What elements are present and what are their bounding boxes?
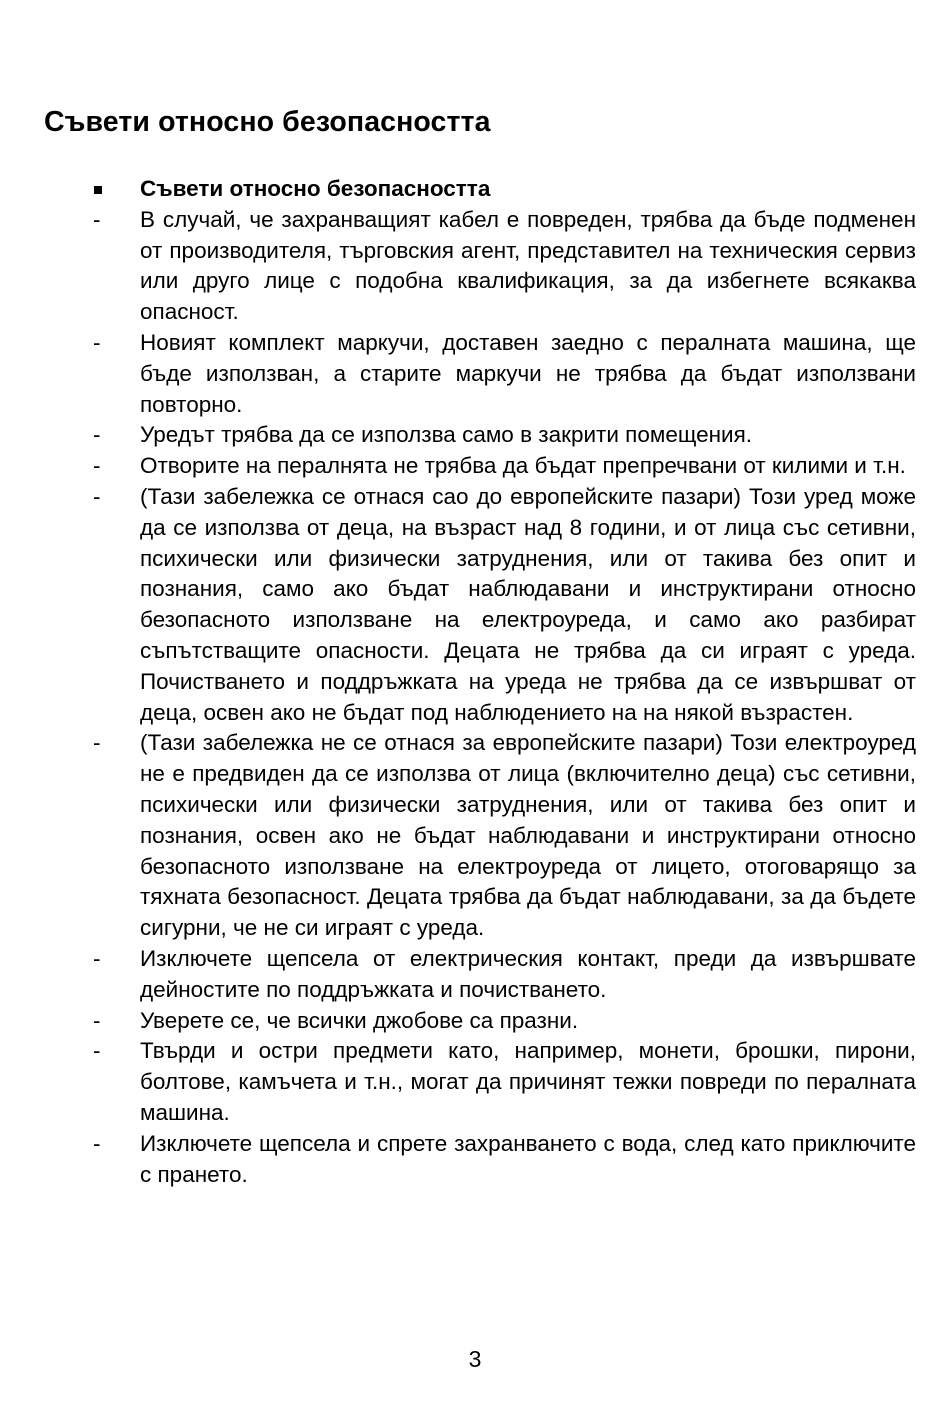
list-item [0,1129,950,1191]
list-item-text: Новият комплект маркучи, доставен заедно с пералната машина, ще бъде използван, а старите маркучи не трябва да бъдат използвани повторно. [140,329,916,417]
list-item-text: Твърди и остри предмети като, например, монети, брошки, пирони, болтове, камъчета и т.н., могат да причинят тежки повреди по пералната машина. [140,1038,916,1125]
list-item-text: В случай, че захранващият кабел е повреден, трябва да бъде подменен от производителя, търговския агент, представител на техническия сервиз или друго лице с подобна квалификация, за да избегнете всякаква опасност. [140,206,916,325]
dash-bullet: - [93,730,101,756]
safety-list [0,174,950,1190]
page-number: 3 [468,1346,482,1372]
dash-bullet: - [93,206,101,232]
square-bullet-icon [94,186,102,194]
list-item [0,944,950,1006]
list-item [0,728,950,944]
list-item [0,205,950,328]
list-item [0,1036,950,1128]
dash-bullet: - [93,483,101,509]
list-item-text: Отворите на пералнята не трябва да бъдат препречвани от килими и т.н. [140,453,906,479]
list-item [0,328,950,420]
list-item-text: (Тази забележка не се отнася за европейските пазари) Този електроуред не е предвиден да се използва от лица (включително деца) със сетивни, психически или физически затруднения, или от такива без опит и познания, освен ако не бъдат наблюдавани и инструктирани относно безопасното използване на електроуреда от лицето, отоговарящо за тяхната безопасност. Децата трябва да бъдат наблюдавани, за да бъдете сигурни, че не си играят с уреда. [140,730,916,941]
list-item [0,482,950,728]
list-subheading-row [0,174,950,205]
dash-bullet: - [93,422,101,448]
list-item [0,420,950,451]
dash-bullet: - [93,1038,101,1064]
dash-bullet: - [93,1007,101,1033]
list-item-text: (Тази забележка се отнася сао до европейските пазари) Този уред може да се използва от деца, на възраст над 8 години, и от лица със сетивни, психически или физически затруднения, или от такива без опит и познания, само ако бъдат наблюдавани и инструктирани относно безопасното използване на електроуреда, и само ако разбират съпътстващите опасности. Децата не трябва да си играят с уреда. Почистването и поддръжката на уреда не трябва да се извършват от деца, освен ако не бъдат под наблюдението на на някой възрастен. [140,483,916,725]
list-item-text: Изключете щепсела от електрическия контакт, преди да извършвате дейностите по поддръжката и почистването. [140,945,916,1002]
dash-bullet: - [93,329,101,355]
page-title: Съвети относно безопасността [44,106,491,138]
dash-bullet: - [93,1130,101,1156]
section-subheading: Съвети относно безопасността [140,176,491,201]
dash-bullet: - [93,453,101,479]
list-item [0,1006,950,1037]
list-item-text: Изключете щепсела и спрете захранването с вода, след като приключите с прането. [140,1130,916,1187]
list-item-text: Уредът трябва да се използва само в закрити помещения. [140,422,753,448]
list-item-text: Уверете се, че всички джобове са празни. [140,1007,579,1033]
dash-bullet: - [93,945,101,971]
list-item [0,451,950,482]
